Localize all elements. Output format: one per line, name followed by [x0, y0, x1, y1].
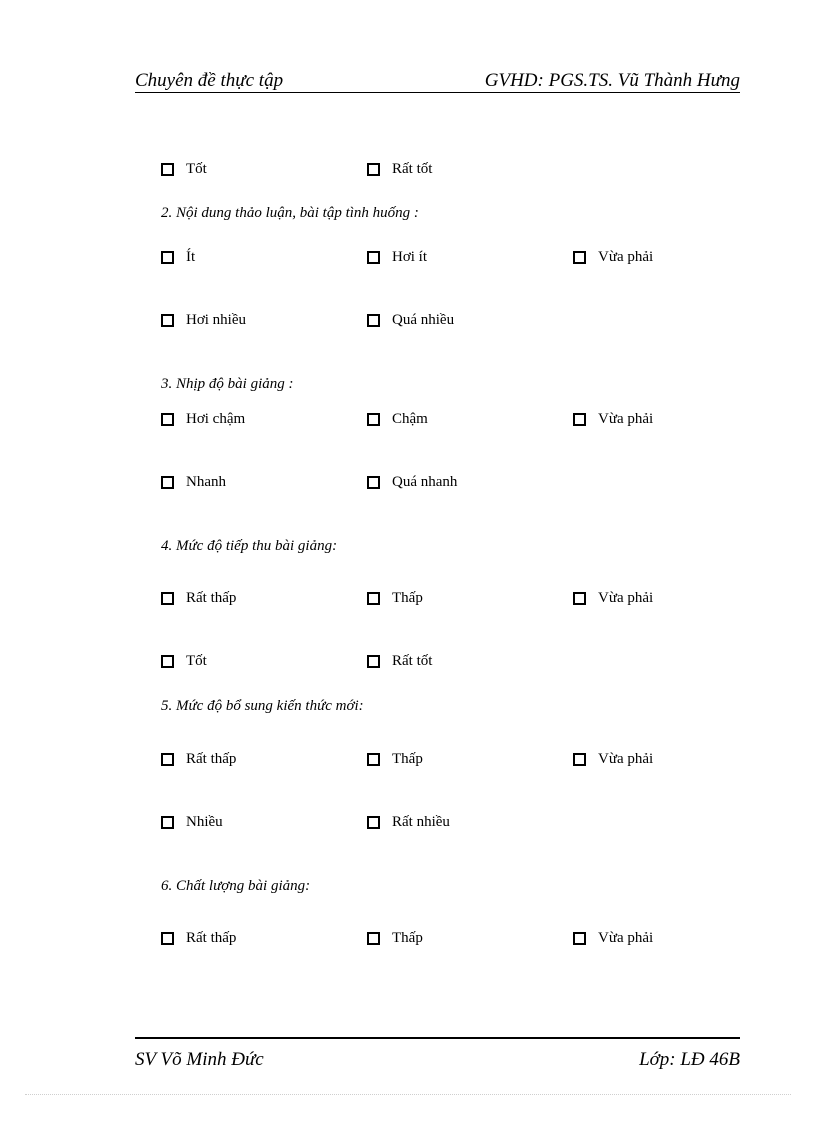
- question-3-title: 3. Nhịp độ bài giảng :: [161, 376, 294, 392]
- header-left: Chuyên đề thực tập: [135, 70, 284, 91]
- option[interactable]: Rất tốt: [367, 161, 432, 178]
- page-footer: [135, 1037, 740, 1071]
- option[interactable]: Rất thấp: [161, 751, 236, 768]
- option[interactable]: Hơi chậm: [161, 411, 245, 428]
- option[interactable]: Hơi nhiều: [161, 312, 246, 329]
- option[interactable]: Rất thấp: [161, 930, 236, 947]
- checkbox-icon[interactable]: [367, 932, 380, 945]
- checkbox-icon[interactable]: [367, 251, 380, 264]
- page-bottom-divider: [25, 1094, 791, 1095]
- checkbox-icon[interactable]: [367, 476, 380, 489]
- checkbox-icon[interactable]: [161, 592, 174, 605]
- checkbox-icon[interactable]: [161, 932, 174, 945]
- question-5-title: 5. Mức độ bổ sung kiến thức mới:: [161, 698, 364, 714]
- checkbox-icon[interactable]: [573, 592, 586, 605]
- checkbox-icon[interactable]: [161, 413, 174, 426]
- checkbox-icon[interactable]: [573, 932, 586, 945]
- page-header: [135, 68, 740, 93]
- footer-left: SV Võ Minh Đức: [135, 1049, 264, 1070]
- option[interactable]: Ít: [161, 249, 195, 266]
- option[interactable]: Vừa phải: [573, 411, 653, 428]
- checkbox-icon[interactable]: [161, 476, 174, 489]
- option[interactable]: Vừa phải: [573, 249, 653, 266]
- checkbox-icon[interactable]: [367, 163, 380, 176]
- option[interactable]: Tốt: [161, 161, 207, 178]
- question-2-title: 2. Nội dung thảo luận, bài tập tình huống :: [161, 205, 419, 221]
- option[interactable]: Chậm: [367, 411, 428, 428]
- option[interactable]: Hơi ít: [367, 249, 427, 266]
- option[interactable]: Tốt: [161, 653, 207, 670]
- footer-right: Lớp: LĐ 46B: [639, 1049, 740, 1070]
- checkbox-icon[interactable]: [161, 251, 174, 264]
- checkbox-icon[interactable]: [367, 655, 380, 668]
- checkbox-icon[interactable]: [367, 592, 380, 605]
- option[interactable]: Rất thấp: [161, 590, 236, 607]
- checkbox-icon[interactable]: [161, 163, 174, 176]
- option[interactable]: Rất tốt: [367, 653, 432, 670]
- checkbox-icon[interactable]: [573, 251, 586, 264]
- option[interactable]: Thấp: [367, 930, 423, 947]
- checkbox-icon[interactable]: [367, 314, 380, 327]
- option[interactable]: Rất nhiều: [367, 814, 450, 831]
- checkbox-icon[interactable]: [367, 413, 380, 426]
- question-4-title: 4. Mức độ tiếp thu bài giảng:: [161, 538, 338, 554]
- header-right: GVHD: PGS.TS. Vũ Thành Hưng: [484, 70, 740, 91]
- option[interactable]: Quá nhanh: [367, 474, 457, 491]
- option[interactable]: Nhiều: [161, 814, 223, 831]
- checkbox-icon[interactable]: [367, 753, 380, 766]
- checkbox-icon[interactable]: [573, 753, 586, 766]
- checkbox-icon[interactable]: [367, 816, 380, 829]
- checkbox-icon[interactable]: [573, 413, 586, 426]
- checkbox-icon[interactable]: [161, 655, 174, 668]
- option[interactable]: Thấp: [367, 590, 423, 607]
- option[interactable]: Vừa phải: [573, 930, 653, 947]
- checkbox-icon[interactable]: [161, 816, 174, 829]
- option[interactable]: Thấp: [367, 751, 423, 768]
- option[interactable]: Nhanh: [161, 474, 226, 491]
- option[interactable]: Vừa phải: [573, 751, 653, 768]
- option[interactable]: Quá nhiều: [367, 312, 454, 329]
- checkbox-icon[interactable]: [161, 314, 174, 327]
- question-6-title: 6. Chất lượng bài giảng:: [161, 878, 311, 894]
- option[interactable]: Vừa phải: [573, 590, 653, 607]
- checkbox-icon[interactable]: [161, 753, 174, 766]
